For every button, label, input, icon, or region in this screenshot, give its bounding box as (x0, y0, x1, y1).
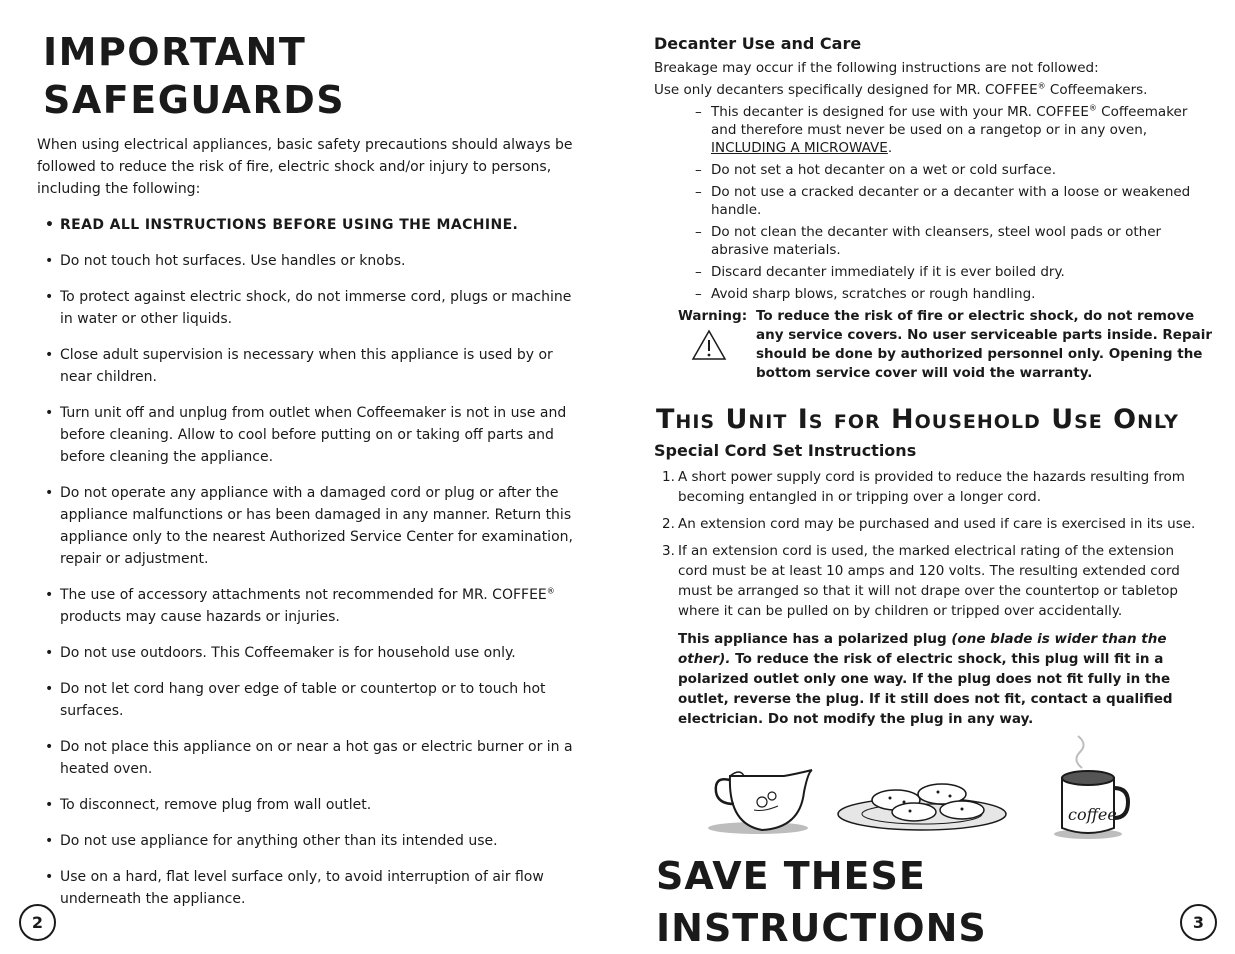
cord-list (654, 467, 1202, 621)
safeguard-item: • Do not let cord hang over edge of table or countertop or to touch hot surfaces. (45, 681, 546, 719)
coffee-illustration (700, 732, 1180, 842)
safeguard-item: • Do not place this appliance on or near a hot gas or electric burner or in a heated oven. (45, 739, 573, 777)
right-page (654, 34, 1213, 729)
safeguard-item: • The use of accessory attachments not recommended for MR. COFFEE® products may cause hazards or injuries. (45, 586, 555, 625)
page-number-left: 2 (19, 904, 56, 941)
decanter-item: – This decanter is designed for use with your MR. COFFEE® Coffeemaker and therefore must never be used on a rangetop or in any oven, INCLUDING A MICROWAVE. (695, 103, 1188, 156)
decanter-item: – Do not clean the decanter with cleansers, steel wool pads or other abrasive materials. (695, 224, 1162, 258)
polarized-plug-note: This appliance has a polarized plug (one blade is wider than the other). To reduce the risk of electric shock, this plug will fit in a polarized outlet only one way. If the plug does not fit fully in the outlet, reverse the plug. If it still does not fit, contact a qualified electrician. Do not modify the plug in any way. (678, 631, 1173, 727)
cord-heading: Special Cord Set Instructions (654, 441, 917, 460)
decanter-list (654, 103, 1202, 303)
safeguard-item: • Do not touch hot surfaces. Use handles or knobs. (45, 253, 406, 269)
safeguard-item: • To disconnect, remove plug from wall outlet. (45, 797, 372, 813)
safeguards-intro: When using electrical appliances, basic safety precautions should always be followed to reduce the risk of fire, electric shock and/or injury to persons, including the following: (37, 137, 573, 197)
warning-block (678, 307, 1213, 385)
save-instructions-title: SAVE THESE INSTRUCTIONS (656, 854, 987, 950)
page-number-right: 3 (1180, 904, 1217, 941)
safeguard-item: • Use on a hard, flat level surface only, to avoid interruption of air flow underneath the appliance. (45, 869, 544, 907)
cord-item: 3. If an extension cord is used, the marked electrical rating of the extension cord must be at least 10 amps and 120 volts. The resulting extended cord must be arranged so that it will not drape over the countertop or tabletop where it can be pulled on by children or tripped over accidentally. (662, 543, 1180, 619)
decanter-heading: Decanter Use and Care (654, 34, 862, 53)
decanter-item: – Do not set a hot decanter on a wet or cold surface. (695, 162, 1056, 178)
decanter-intro-2: Use only decanters specifically designed for MR. COFFEE® Coffeemakers. (654, 81, 1148, 98)
cookie-plate-icon (838, 784, 1006, 830)
left-page (37, 28, 585, 924)
decanter-item: – Do not use a cracked decanter or a decanter with a loose or weakened handle. (695, 184, 1191, 218)
decanter-item: – Avoid sharp blows, scratches or rough handling. (695, 286, 1036, 302)
warning-label: Warning: (678, 308, 748, 324)
important-safeguards-title: IMPORTANT SAFEGUARDS (43, 30, 346, 122)
coffee-mug-icon (1054, 736, 1128, 839)
decanter-intro: Breakage may occur if the following instructions are not followed: (654, 60, 1099, 76)
safeguard-item: • Do not use appliance for anything other than its intended use. (45, 833, 498, 849)
mug-label: coffee (1068, 805, 1117, 824)
safeguard-item: • Do not operate any appliance with a damaged cord or plug or after the appliance malfunctions or has been damaged in any manner. Return this appliance only to the nearest Authorized Service Center for examination, repair or adjustment. (45, 485, 573, 567)
safeguard-item: • Turn unit off and unplug from outlet when Coffeemaker is not in use and before cleaning. Allow to cool before putting on or taking off parts and before cleaning the appliance. (45, 405, 567, 465)
creamer-icon (708, 770, 812, 834)
safeguard-item: • Do not use outdoors. This Coffeemaker is for household use only. (45, 645, 516, 661)
safeguard-item: • READ ALL INSTRUCTIONS BEFORE USING THE MACHINE. (45, 217, 519, 233)
safeguard-item: • To protect against electric shock, do not immerse cord, plugs or machine in water or other liquids. (45, 289, 572, 327)
safeguards-list (37, 214, 585, 910)
decanter-item: – Discard decanter immediately if it is ever boiled dry. (695, 264, 1065, 280)
household-use-title: This Unit Is for Household Use Only (656, 404, 1179, 435)
cord-item: 2. An extension cord may be purchased and used if care is exercised in its use. (662, 516, 1196, 532)
cord-item: 1. A short power supply cord is provided to reduce the hazards resulting from becoming entangled in or tripping over a longer cord. (662, 469, 1185, 505)
warning-triangle-icon (691, 329, 727, 361)
safeguard-item: • Close adult supervision is necessary when this appliance is used by or near children. (45, 347, 553, 385)
warning-text: To reduce the risk of fire or electric shock, do not remove any service covers. No user serviceable parts inside. Repair should be done by authorized personnel only. Opening the bottom service cover will void the warranty. (756, 308, 1213, 381)
